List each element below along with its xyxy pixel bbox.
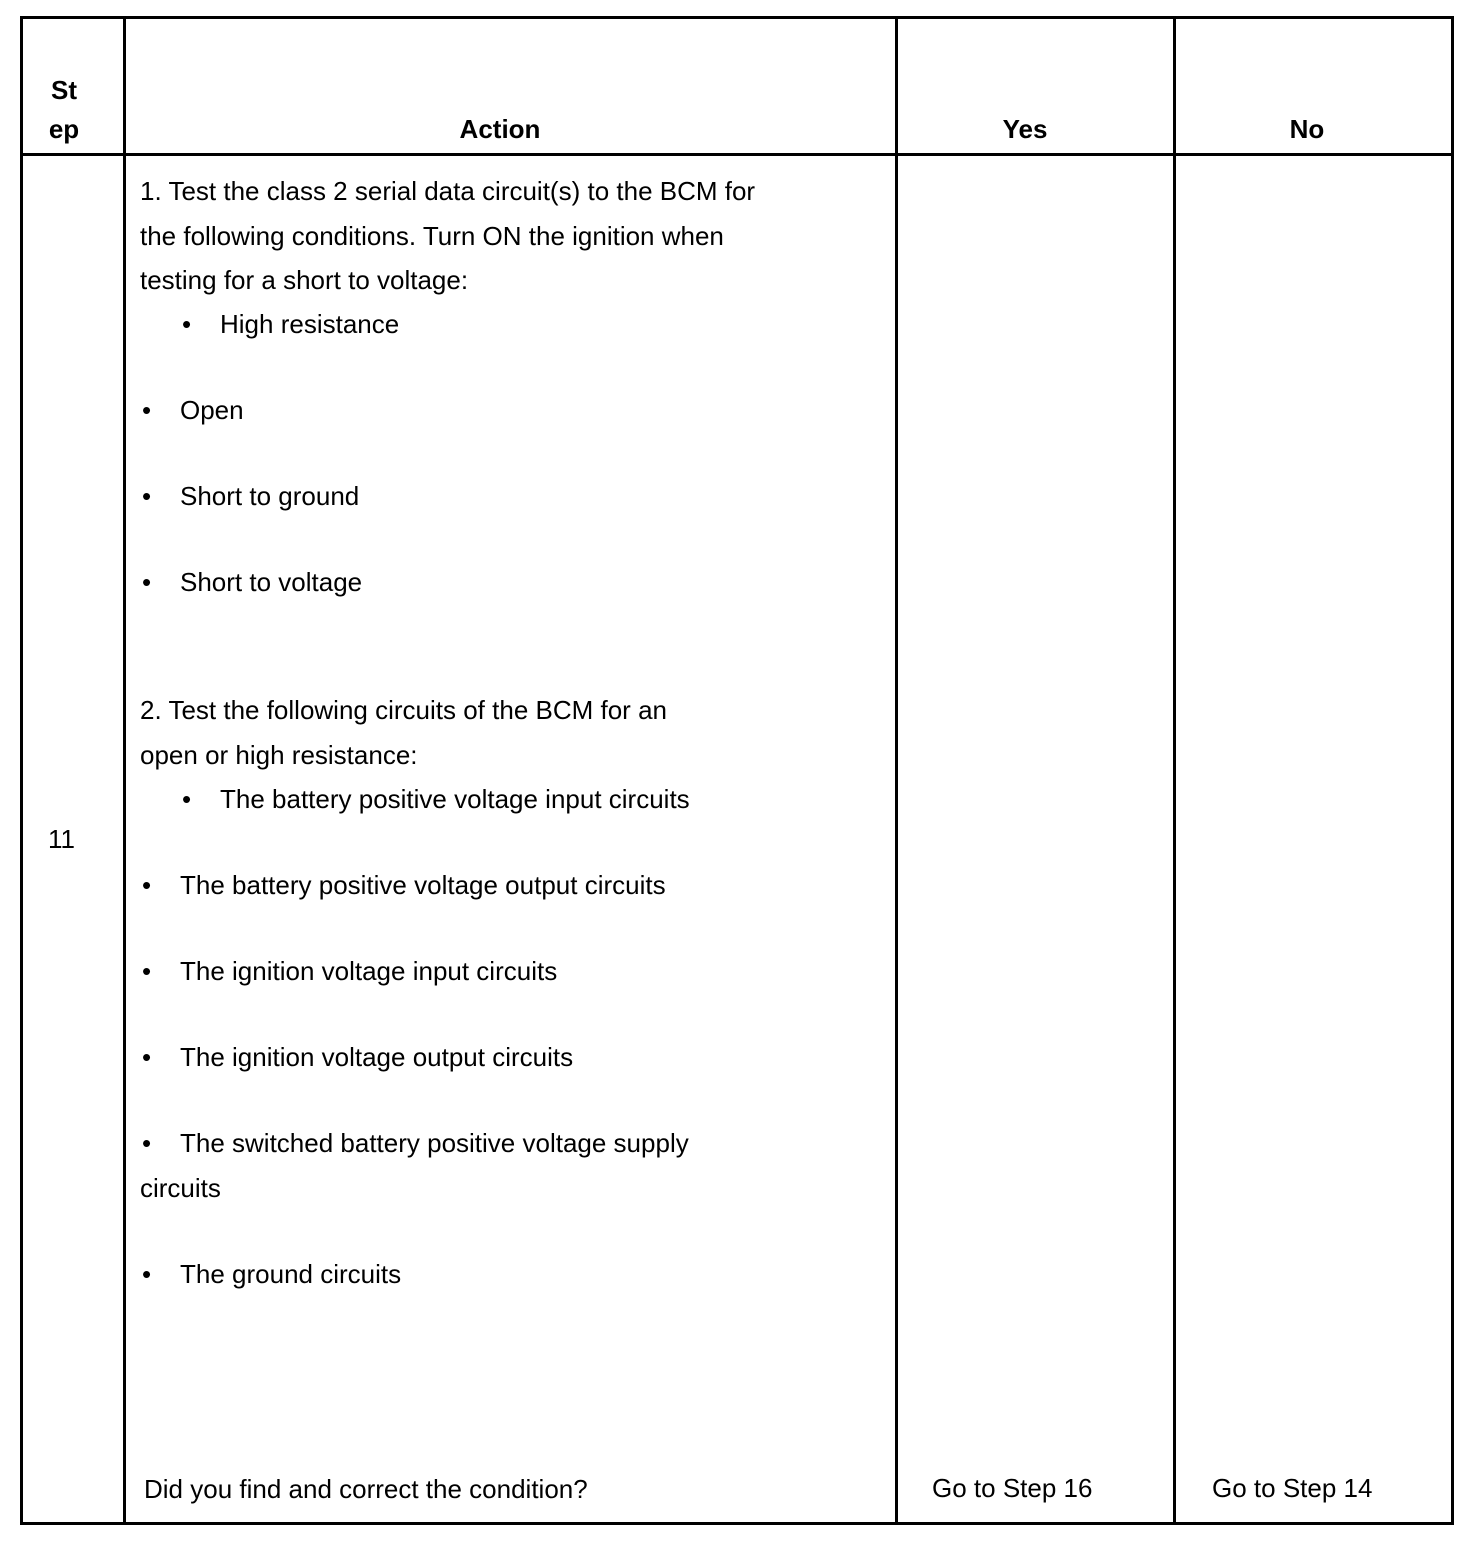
item2-bullet: The ground circuits [180, 1259, 402, 1289]
no-outcome: Go to Step 14 [1212, 1473, 1373, 1503]
header-yes: Yes [1002, 114, 1048, 144]
yes-outcome: Go to Step 16 [932, 1473, 1093, 1503]
bullet-glyph: • [142, 1128, 152, 1158]
bullet-glyph: • [142, 481, 152, 511]
column-divider [895, 19, 898, 1522]
bullet-glyph: • [142, 1042, 152, 1072]
header-step-line2: ep [48, 114, 80, 144]
item2-bullet: The switched battery positive voltage supply [180, 1128, 689, 1158]
item1-bullet: High resistance [220, 309, 400, 339]
item2-bullet-continuation: circuits [140, 1173, 221, 1203]
item1-bullet: Short to voltage [180, 567, 363, 597]
item1-line1: 1. Test the class 2 serial data circuit(s) to the BCM for [140, 176, 756, 206]
item2-bullet: The battery positive voltage output circuits [180, 870, 666, 900]
item2-bullet: The ignition voltage output circuits [180, 1042, 574, 1072]
bullet-glyph: • [142, 567, 152, 597]
bullet-glyph: • [142, 870, 152, 900]
item2-bullet: The battery positive voltage input circuits [220, 784, 690, 814]
item2-line1: 2. Test the following circuits of the BCM for an [140, 695, 667, 725]
step-number: 11 [48, 824, 75, 854]
item2-line2: open or high resistance: [140, 740, 418, 770]
item1-line3: testing for a short to voltage: [140, 265, 469, 295]
bullet-glyph: • [142, 1259, 152, 1289]
bullet-glyph: • [182, 309, 192, 339]
header-action: Action [459, 114, 541, 144]
bullet-glyph: • [142, 395, 152, 425]
bullet-glyph: • [142, 956, 152, 986]
header-step-line1: St [51, 75, 77, 105]
question-text: Did you find and correct the condition? [144, 1474, 588, 1504]
bullet-glyph: • [182, 784, 192, 814]
header-no: No [1289, 114, 1325, 144]
item1-bullet: Short to ground [180, 481, 360, 511]
header-divider [23, 153, 1451, 156]
item1-line2: the following conditions. Turn ON the ignition when [140, 221, 724, 251]
item2-bullet: The ignition voltage input circuits [180, 956, 558, 986]
column-divider [123, 19, 126, 1522]
item1-bullet: Open [180, 395, 244, 425]
column-divider [1173, 19, 1176, 1522]
